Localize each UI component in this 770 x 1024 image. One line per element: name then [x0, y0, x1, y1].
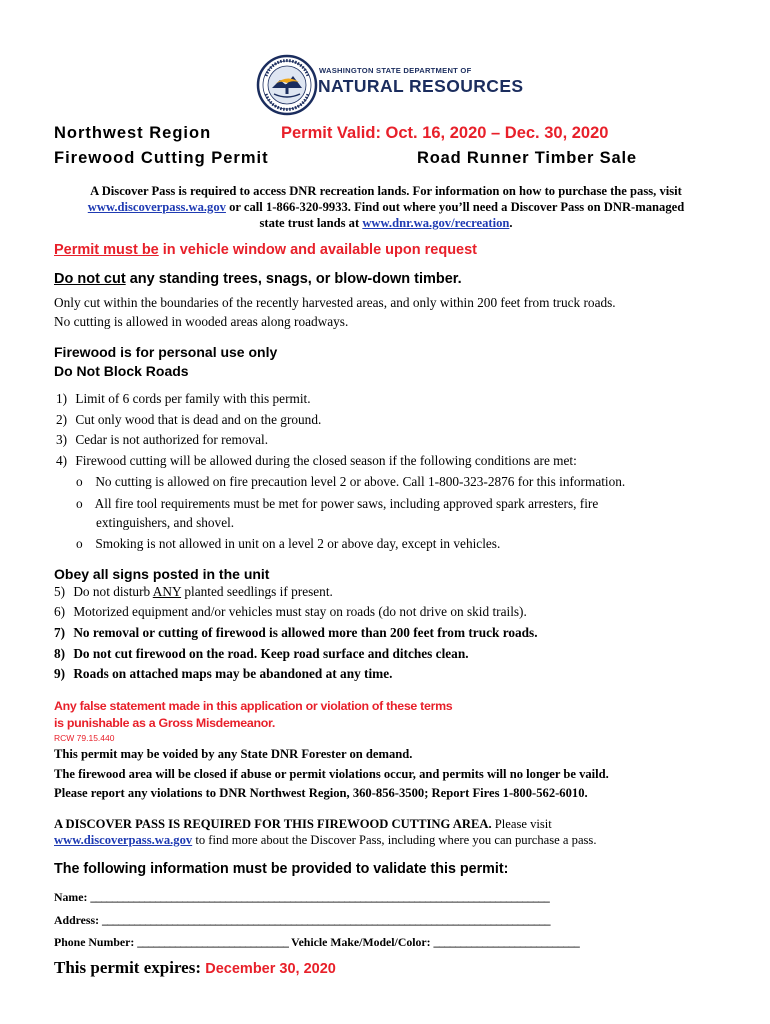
address-blank[interactable]: ___________________________________________________________________________________	[101, 913, 551, 927]
address-field[interactable]	[54, 913, 550, 928]
permit-title: Firewood Cutting Permit	[54, 149, 269, 167]
do-not-cut-rest: any standing trees, snags, or blow-down timber.	[125, 271, 462, 287]
discoverpass-link[interactable]: www.discoverpass.wa.gov	[54, 833, 193, 847]
do-not-cut-text-line2: No cutting is allowed in wooded areas along roadways.	[54, 314, 349, 329]
discover-notice-line2	[40, 199, 732, 215]
expires-label: This permit expires:	[54, 958, 206, 977]
discover-required-line2	[54, 833, 596, 848]
rule-text: Motorized equipment and/or vehicles must stay on roads (do not drive on skid trails).	[73, 604, 527, 619]
rule-item	[54, 604, 527, 620]
rule-text: Cut only wood that is dead and on the ground.	[75, 412, 322, 427]
discover-notice-text: .	[509, 216, 513, 230]
personal-use-heading: Firewood is for personal use only	[54, 344, 278, 360]
condition-text: No cutting is allowed on fire precaution level 2 or above. Call 1-800-323-2876 for this information.	[95, 474, 626, 489]
timber-sale-name: Road Runner Timber Sale	[417, 149, 637, 167]
rule-text: Limit of 6 cords per family with this permit.	[75, 391, 311, 406]
phone-vehicle-row	[54, 935, 579, 950]
window-notice-underlined: Permit must be	[54, 242, 159, 258]
name-field[interactable]	[54, 890, 549, 905]
discover-notice-text: or call 1-866-320-9933. Find out where you’ll need a Discover Pass on DNR-managed	[225, 200, 685, 214]
rule-number: 4)	[56, 453, 68, 468]
expires-date: December 30, 2020	[205, 961, 336, 977]
bullet-icon: o	[76, 496, 83, 511]
rule-number: 5)	[54, 584, 66, 599]
rule-item	[54, 584, 333, 600]
discover-required-text: Please visit	[491, 817, 552, 831]
rule-number: 8)	[54, 646, 66, 661]
condition-text: All fire tool requirements must be met for power saws, including approved spark arresters, fire	[94, 496, 599, 511]
do-not-cut-text-line1: Only cut within the boundaries of the recently harvested areas, and only within 200 feet from truck roads.	[54, 295, 616, 310]
discover-required-text: to find more about the Discover Pass, including where you can purchase a pass.	[192, 833, 597, 847]
rule-text: Do not cut firewood on the road. Keep road surface and ditches clean.	[73, 646, 469, 661]
window-notice-rest: in vehicle window and available upon request	[158, 242, 478, 258]
name-blank[interactable]: _____________________________________________________________________________________	[90, 890, 550, 904]
dnr-logo	[256, 54, 524, 118]
rule-item	[54, 666, 393, 682]
discoverpass-link[interactable]: www.discoverpass.wa.gov	[87, 200, 226, 214]
rule-item	[56, 412, 321, 428]
do-not-cut-underlined: Do not cut	[54, 271, 126, 287]
rule-text: planted seedlings if present.	[181, 584, 333, 599]
rule-item	[56, 391, 311, 407]
do-not-block-roads-heading: Do Not Block Roads	[54, 363, 189, 379]
rule-text-emphasis: ANY	[152, 584, 182, 599]
bullet-icon: o	[76, 474, 83, 489]
void-notice: This permit may be voided by any State DNR Forester on demand.	[54, 747, 413, 761]
rule-number: 3)	[56, 432, 68, 447]
phone-blank[interactable]: ____________________________	[137, 935, 289, 949]
form-heading: The following information must be provided to validate this permit:	[54, 861, 509, 877]
phone-label: Phone Number:	[54, 935, 138, 949]
report-violations-notice: Please report any violations to DNR Northwest Region, 360-856-3500; Report Fires 1-800-562-6010.	[54, 786, 588, 800]
closure-notice: The firewood area will be closed if abuse or permit violations occur, and permits will no longer be vaild.	[54, 767, 609, 781]
dnr-recreation-link[interactable]: www.dnr.wa.gov/recreation	[362, 216, 510, 230]
agency-name-line2: NATURAL RESOURCES	[318, 76, 524, 96]
vehicle-label: Vehicle Make/Model/Color:	[288, 935, 434, 949]
permit-expires	[54, 958, 336, 978]
rule-number: 6)	[54, 604, 66, 619]
discover-notice-text: state trust lands at	[259, 216, 363, 230]
address-label: Address:	[54, 913, 102, 927]
rule-text: Roads on attached maps may be abandoned at any time.	[73, 666, 393, 681]
wa-dnr-seal-icon	[256, 54, 318, 116]
condition-continuation: extinguishers, and shovel.	[96, 515, 235, 530]
bullet-icon: o	[76, 536, 83, 551]
agency-name-line1: WASHINGTON STATE DEPARTMENT OF	[319, 66, 472, 75]
condition-item	[76, 474, 625, 490]
rule-number: 2)	[56, 412, 68, 427]
rule-text: No removal or cutting of firewood is allowed more than 200 feet from truck roads.	[73, 625, 538, 640]
rule-number: 9)	[54, 666, 66, 681]
rule-text: Do not disturb	[73, 584, 153, 599]
permit-valid-dates: Permit Valid: Oct. 16, 2020 – Dec. 30, 2020	[281, 124, 609, 142]
rule-text: Firewood cutting will be allowed during the closed season if the following conditions are met:	[75, 453, 577, 468]
rcw-reference: RCW 79.15.440	[54, 733, 115, 743]
condition-item	[76, 496, 598, 512]
rule-item	[56, 453, 577, 469]
rule-number: 7)	[54, 625, 66, 640]
condition-item	[76, 536, 500, 552]
rule-item	[54, 646, 469, 662]
misdemeanor-warning: is punishable as a Gross Misdemeanor.	[54, 716, 275, 730]
name-label: Name:	[54, 890, 91, 904]
discover-required-line1	[54, 817, 552, 832]
rule-item	[54, 625, 538, 641]
rule-text: Cedar is not authorized for removal.	[75, 432, 269, 447]
region-heading: Northwest Region	[54, 124, 212, 142]
discover-notice-line1: A Discover Pass is required to access DNR recreation lands. For information on how to purchase the pass, visit	[90, 184, 682, 198]
condition-text: Smoking is not allowed in unit on a level 2 or above day, except in vehicles.	[95, 536, 501, 551]
window-notice	[54, 242, 477, 258]
do-not-cut-heading	[54, 271, 462, 287]
discover-required-bold: A DISCOVER PASS IS REQUIRED FOR THIS FIREWOOD CUTTING AREA.	[54, 817, 492, 831]
discover-notice-line3	[40, 215, 732, 231]
rule-number: 1)	[56, 391, 68, 406]
vehicle-blank[interactable]: ___________________________	[433, 935, 580, 949]
obey-signs-heading: Obey all signs posted in the unit	[54, 566, 270, 582]
false-statement-warning: Any false statement made in this application or violation of these terms	[54, 699, 453, 713]
discover-pass-notice	[40, 183, 732, 231]
rule-item	[56, 432, 268, 448]
